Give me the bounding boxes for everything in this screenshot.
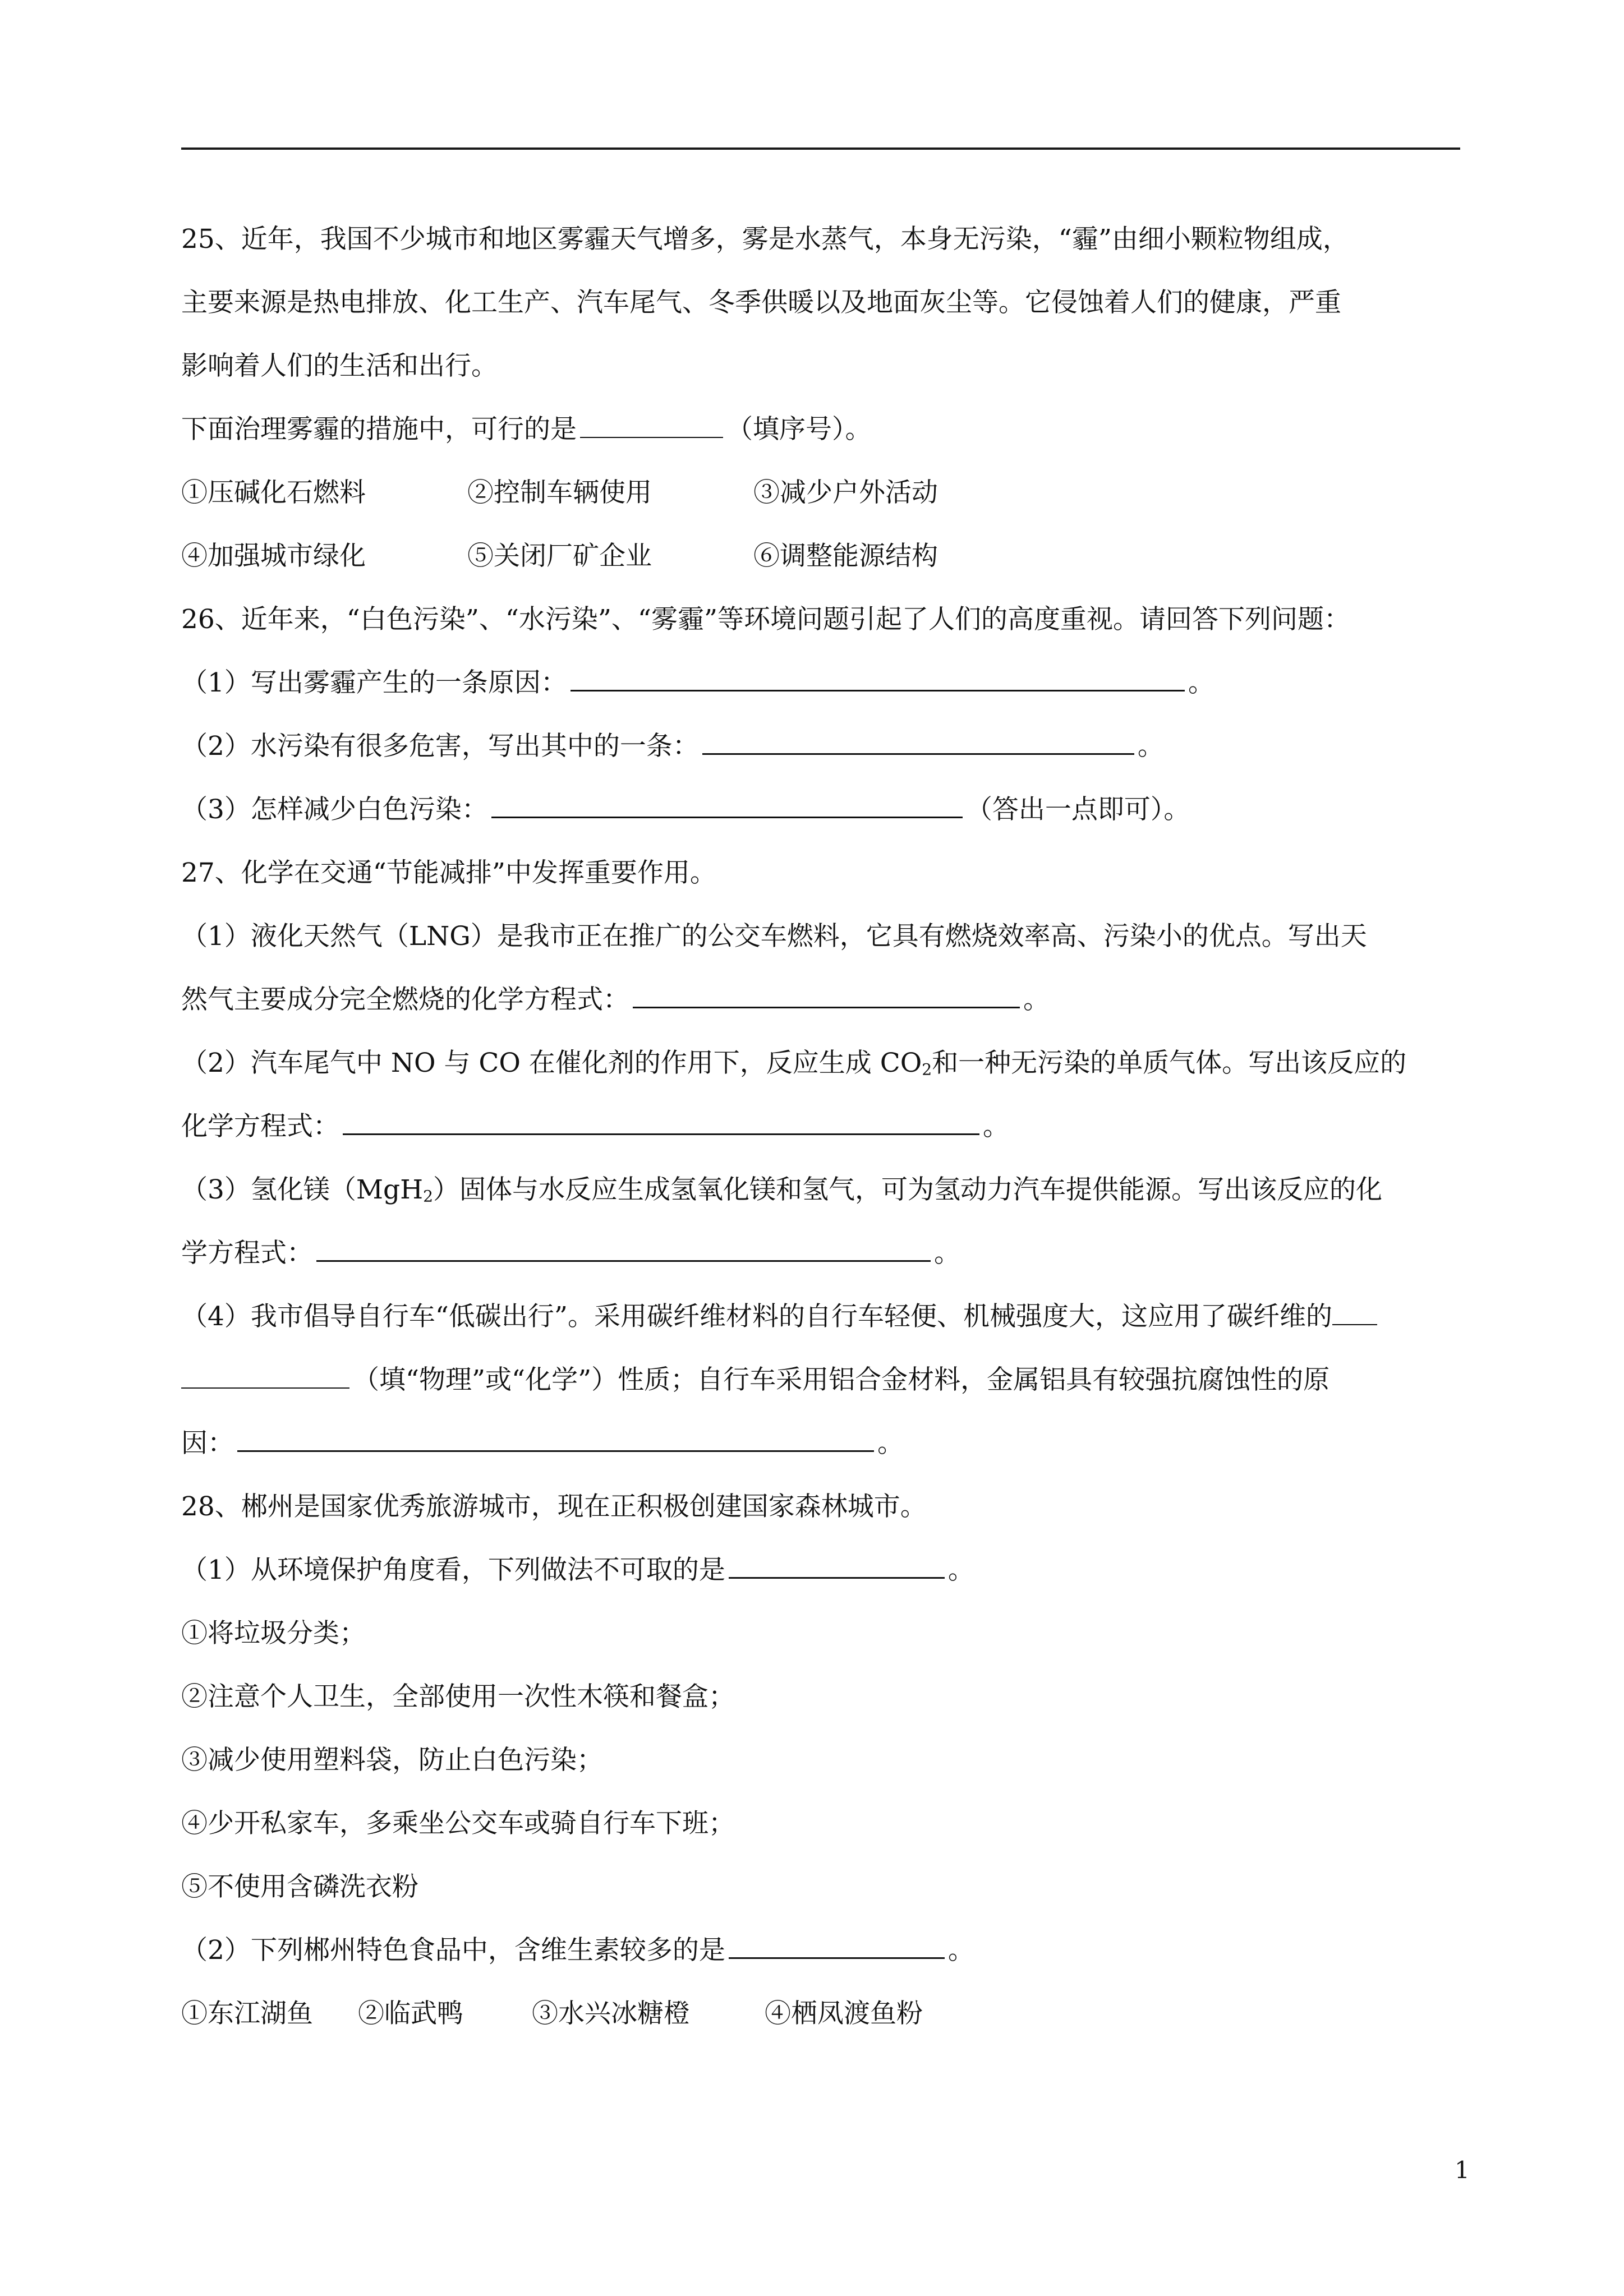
page-number: 1	[1455, 2156, 1470, 2184]
q26-part-3-blank[interactable]	[491, 790, 963, 818]
q26-part-1-text: （1）写出雾霾产生的一条原因：	[181, 667, 567, 698]
q27-part-4-line-2	[181, 1348, 1466, 1412]
q25-option: ②控制车辆使用	[467, 477, 652, 508]
q28-item: ④少开私家车，多乘坐公交车或骑自行车下班；	[181, 1808, 735, 1839]
q26-part-1-end: 。	[1188, 667, 1214, 698]
q25-option: ⑤关闭厂矿企业	[467, 541, 652, 571]
q27-part-3-line-1	[181, 1158, 1466, 1221]
header-rule	[181, 147, 1460, 150]
q25-options-row-2	[181, 524, 1466, 588]
q27-part-4-text: （4）我市倡导自行车“低碳出行”。采用碳纤维材料的自行车轻便、机械强度大，这应用了碳纤维的	[181, 1301, 1332, 1332]
q28-part-1-text: （1）从环境保护角度看，下列做法不可取的是	[181, 1555, 725, 1585]
q28-food-option: ②临武鸭	[358, 1998, 463, 2029]
q28-part-2	[181, 1919, 1466, 1982]
q27-part-3-text-a: （3）氢化镁（MgH	[181, 1174, 424, 1205]
q26-part-3	[181, 778, 1466, 841]
q27-part-1-blank[interactable]	[633, 980, 1020, 1008]
q27-part-3-text-b: ）固体与水反应生成氢氧化镁和氢气，可为氢动力汽车提供能源。写出该反应的化	[433, 1174, 1383, 1205]
q25-prompt	[181, 398, 1466, 461]
q27-part-4-end: 。	[877, 1428, 904, 1459]
q28-part-1	[181, 1538, 1466, 1602]
q28-food-option: ①东江湖鱼	[181, 1998, 313, 2029]
q25-line-3: 影响着人们的生活和出行。	[181, 351, 498, 381]
q27-part-4-blank-c[interactable]	[237, 1424, 874, 1452]
q26-part-3-end: （答出一点即可）。	[965, 794, 1190, 825]
q26-part-2-end: 。	[1137, 731, 1164, 762]
q27-part-2-subscript: 2	[922, 1060, 932, 1079]
q28-item: ①将垃圾分类；	[181, 1618, 366, 1649]
q27-part-2-line-2	[181, 1095, 1466, 1158]
q25-option: ③减少户外活动	[753, 477, 938, 508]
q26-part-1-blank[interactable]	[571, 663, 1185, 691]
q28-foods-row	[181, 1982, 1466, 2045]
q25-option: ①压碱化石燃料	[181, 477, 366, 508]
q25-line-1: 25、近年，我国不少城市和地区雾霾天气增多，雾是水蒸气，本身无污染，“霾”由细小颗粒物组成，	[181, 224, 1349, 255]
q28-stem: 28、郴州是国家优秀旅游城市，现在正积极创建国家森林城市。	[181, 1491, 927, 1522]
q27-part-3-line-2	[181, 1221, 1466, 1285]
q28-item: ③减少使用塑料袋，防止白色污染；	[181, 1745, 603, 1776]
q27-part-3-subscript: 2	[423, 1187, 434, 1206]
q25-prompt-text: 下面治理雾霾的措施中，可行的是	[181, 414, 577, 445]
q27-part-2-blank[interactable]	[343, 1107, 979, 1135]
q25-line-2: 主要来源是热电排放、化工生产、汽车尾气、冬季供暖以及地面灰尘等。它侵蚀着人们的健康，严重	[181, 287, 1341, 318]
q28-part-2-text: （2）下列郴州特色食品中，含维生素较多的是	[181, 1935, 725, 1966]
q27-part-1-text: 然气主要成分完全燃烧的化学方程式：	[181, 984, 629, 1015]
q27-part-3-end: 。	[934, 1238, 960, 1269]
q26-part-2-blank[interactable]	[702, 727, 1134, 755]
q27-part-1-line-1: （1）液化天然气（LNG）是我市正在推广的公交车燃料，它具有燃烧效率高、污染小的优点。写出天	[181, 921, 1367, 952]
q27-part-4-blank-b[interactable]	[181, 1361, 349, 1389]
q28-part-2-end: 。	[947, 1935, 974, 1966]
q28-part-2-blank[interactable]	[729, 1931, 945, 1959]
q26-part-2	[181, 714, 1466, 778]
q27-part-3-blank[interactable]	[316, 1234, 931, 1262]
q27-part-4-label: 因：	[181, 1428, 234, 1459]
q27-part-2-text-a: （2）汽车尾气中 NO 与 CO 在催化剂的作用下，反应生成 CO	[181, 1048, 922, 1078]
q26-stem: 26、近年来，“白色污染”、“水污染”、“雾霾”等环境问题引起了人们的高度重视。请回答下列问题：	[181, 604, 1350, 635]
q27-part-4-line-1	[181, 1285, 1466, 1348]
q26-part-2-text: （2）水污染有很多危害，写出其中的一条：	[181, 731, 699, 762]
q28-food-option: ④栖凤渡鱼粉	[765, 1998, 923, 2029]
q27-part-1-line-2	[181, 968, 1466, 1031]
q27-part-2-end: 。	[983, 1111, 1009, 1142]
q28-food-option: ③水兴冰糖橙	[532, 1998, 690, 2029]
q25-option: ④加强城市绿化	[181, 541, 366, 571]
q25-option: ⑥调整能源结构	[753, 541, 938, 571]
q25-options-row-1	[181, 461, 1466, 524]
q27-part-4-blank-a[interactable]	[1332, 1298, 1377, 1325]
q27-part-4-line-3	[181, 1412, 1466, 1475]
q27-part-1-end: 。	[1023, 984, 1050, 1015]
q27-stem: 27、化学在交通“节能减排”中发挥重要作用。	[181, 857, 716, 888]
q26-part-1	[181, 651, 1466, 714]
q27-part-2-text-b: 和一种无污染的单质气体。写出该反应的	[932, 1048, 1407, 1078]
q26-part-3-text: （3）怎样减少白色污染：	[181, 794, 488, 825]
q28-part-1-end: 。	[947, 1555, 974, 1585]
q25-prompt-suffix: （填序号）。	[726, 414, 872, 445]
q25-answer-blank[interactable]	[580, 411, 723, 438]
q28-part-1-blank[interactable]	[729, 1551, 945, 1579]
q27-part-4-text-2: （填“物理”或“化学”）性质；自行车采用铝合金材料，金属铝具有较强抗腐蚀性的原	[353, 1364, 1330, 1395]
q27-part-2-label: 化学方程式：	[181, 1111, 339, 1142]
q27-part-2-line-1	[181, 1031, 1466, 1095]
question-content	[181, 208, 1466, 2045]
q28-item: ②注意个人卫生，全部使用一次性木筷和餐盒；	[181, 1681, 735, 1712]
q27-part-3-label: 学方程式：	[181, 1238, 313, 1269]
q28-item: ⑤不使用含磷洗衣粉	[181, 1871, 418, 1902]
